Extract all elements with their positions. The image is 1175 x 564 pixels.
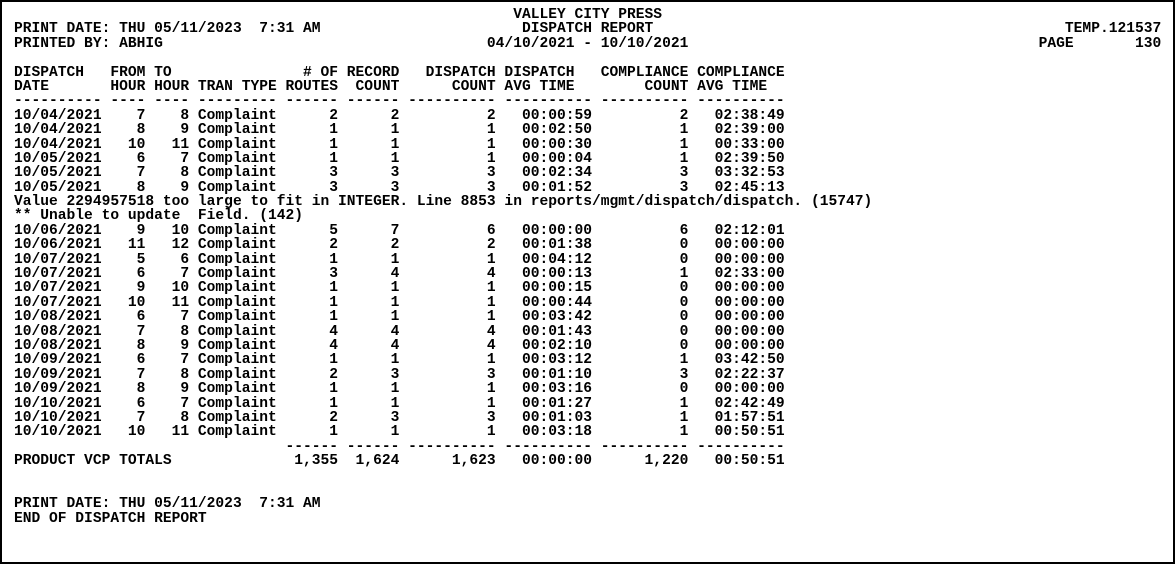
blank-line (14, 51, 1173, 65)
header-title-line: PRINT DATE: THU 05/11/2023 7:31 AM DISPATCH REPORT TEMP.121537 (14, 21, 1162, 38)
table-row: 10/04/2021 10 11 Complaint 1 1 1 00:00:30 1 00:33:00 (14, 136, 785, 153)
table-row: 10/07/2021 9 10 Complaint 1 1 1 00:00:15 0 00:00:00 (14, 280, 785, 297)
table-row: 10/09/2021 7 8 Complaint 2 3 3 00:01:10 3 02:22:37 (14, 366, 785, 383)
header-separator-line: ---------- ---- ---- --------- ------ ------ ---------- ---------- ---------- ---------- (14, 93, 785, 110)
table-row: 10/04/2021 8 9 Complaint 1 1 1 00:02:50 1 02:39:00 (14, 122, 785, 139)
table-row: 10/09/2021 6 7 Complaint 1 1 1 00:03:12 1 03:42:50 (14, 352, 785, 369)
blank-line (14, 469, 1173, 483)
table-row: 10/05/2021 7 8 Complaint 3 3 3 00:02:34 3 03:32:53 (14, 165, 785, 182)
totals-row: PRODUCT VCP TOTALS 1,355 1,624 1,623 00:00:00 1,220 00:50:51 (14, 453, 785, 470)
error-line: ** Unable to update Field. (142) (14, 208, 304, 225)
table-row: 10/09/2021 8 9 Complaint 1 1 1 00:03:16 0 00:00:00 (14, 381, 785, 398)
table-row: 10/07/2021 5 6 Complaint 1 1 1 00:04:12 0 00:00:00 (14, 251, 785, 268)
table-row: 10/05/2021 6 7 Complaint 1 1 1 00:00:04 1 02:39:50 (14, 150, 785, 167)
table-row: 10/10/2021 6 7 Complaint 1 1 1 00:01:27 1 02:42:49 (14, 395, 785, 412)
table-row: 10/08/2021 8 9 Complaint 4 4 4 00:02:10 0 00:00:00 (14, 337, 785, 354)
table-row: 10/07/2021 10 11 Complaint 1 1 1 00:00:44 0 00:00:00 (14, 294, 785, 311)
footer-print-date-line: PRINT DATE: THU 05/11/2023 7:31 AM (14, 496, 321, 513)
header-company-line: VALLEY CITY PRESS (14, 7, 1162, 23)
table-row: 10/05/2021 8 9 Complaint 3 3 3 00:01:52 3 02:45:13 (14, 179, 785, 196)
totals-separator-line: ------ ------ ---------- ---------- ---------- ---------- (14, 438, 785, 455)
table-row: 10/08/2021 7 8 Complaint 4 4 4 00:01:43 0 00:00:00 (14, 323, 785, 340)
error-line: Value 2294957518 too large to fit in INTEGER. Line 8853 in reports/mgmt/dispatch/dispatch. (15747) (14, 194, 873, 211)
blank-line (14, 483, 1173, 497)
dispatch-report (2, 2, 1173, 526)
column-header-line-2: DATE HOUR HOUR TRAN TYPE ROUTES COUNT COUNT AVG TIME COUNT AVG TIME (14, 78, 785, 95)
table-row: 10/07/2021 6 7 Complaint 3 4 4 00:00:13 1 02:33:00 (14, 266, 785, 283)
table-row: 10/06/2021 9 10 Complaint 5 7 6 00:00:00 6 02:12:01 (14, 222, 785, 239)
table-row: 10/06/2021 11 12 Complaint 2 2 2 00:01:38 0 00:00:00 (14, 237, 785, 254)
table-row: 10/10/2021 7 8 Complaint 2 3 3 00:01:03 1 01:57:51 (14, 409, 785, 426)
table-row: 10/08/2021 6 7 Complaint 1 1 1 00:03:42 0 00:00:00 (14, 309, 785, 326)
table-row: 10/04/2021 7 8 Complaint 2 2 2 00:00:59 2 02:38:49 (14, 107, 785, 124)
header-subtitle-line: PRINTED BY: ABHIG 04/10/2021 - 10/10/2021 PAGE 130 (14, 35, 1162, 52)
footer-end-line: END OF DISPATCH REPORT (14, 510, 207, 527)
table-row: 10/10/2021 10 11 Complaint 1 1 1 00:03:18 1 00:50:51 (14, 424, 785, 441)
column-header-line-1: DISPATCH FROM TO # OF RECORD DISPATCH DISPATCH COMPLIANCE COMPLIANCE (14, 64, 785, 81)
